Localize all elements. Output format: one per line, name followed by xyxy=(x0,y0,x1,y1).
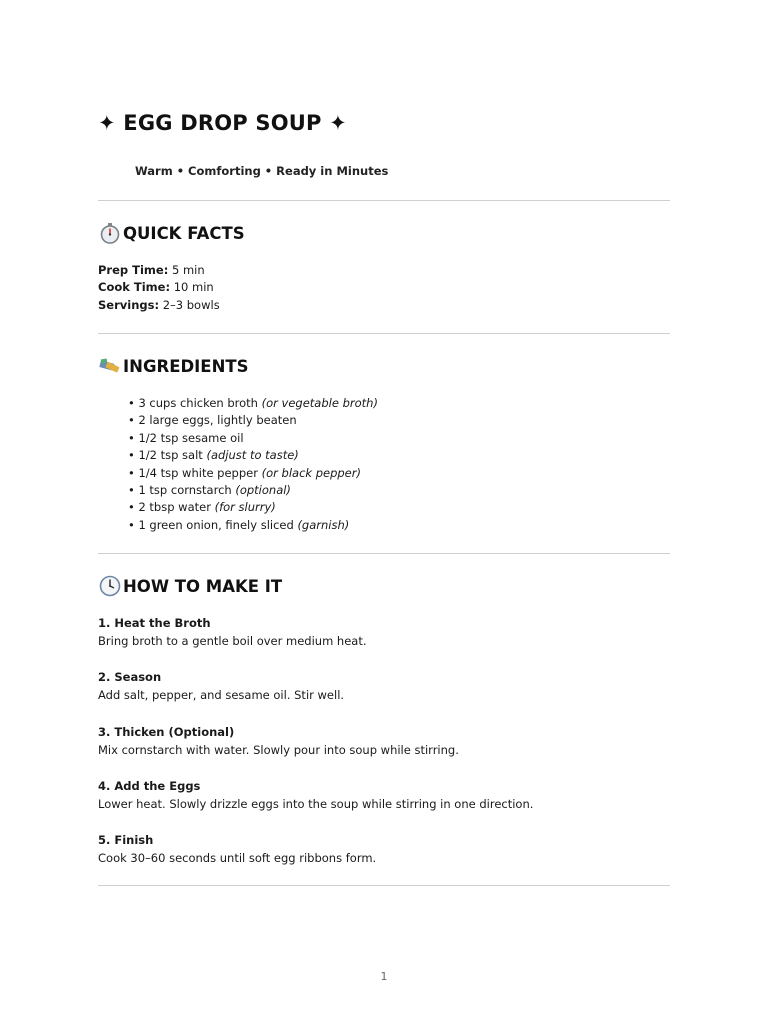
method-heading xyxy=(98,575,282,597)
divider xyxy=(98,885,670,886)
ingredient-note: (or vegetable broth) xyxy=(261,396,378,410)
ingredient-note: (or black pepper) xyxy=(261,465,361,480)
ingredient-note: (optional) xyxy=(235,483,291,498)
ingredients-label: INGREDIENTS xyxy=(123,356,249,376)
clock-icon xyxy=(98,575,122,597)
ingredients-icon xyxy=(98,355,122,377)
fact-prep-time xyxy=(98,262,220,279)
divider xyxy=(98,200,670,201)
list-item xyxy=(128,447,378,464)
step-item xyxy=(98,614,533,668)
divider xyxy=(98,553,670,554)
step-item xyxy=(98,777,533,831)
ingredient-text: • 1 tsp cornstarch xyxy=(128,483,236,498)
step-title: 2. Season xyxy=(98,670,162,685)
ingredients-list xyxy=(128,395,378,534)
fact-cook-time xyxy=(98,279,220,296)
quick-facts-label: QUICK FACTS xyxy=(123,223,245,243)
page-title: ✦ EGG DROP SOUP ✦ xyxy=(98,111,347,135)
ingredient-text: • 1/4 tsp white pepper xyxy=(128,465,262,480)
ingredient-note: (for slurry) xyxy=(214,500,276,515)
step-body: Bring broth to a gentle boil over medium heat. xyxy=(98,634,367,648)
step-title: 4. Add the Eggs xyxy=(98,778,201,793)
page-number: 1 xyxy=(380,970,388,983)
list-item xyxy=(128,412,378,429)
fact-value: 10 min xyxy=(170,280,214,295)
fact-label: Servings: xyxy=(98,297,160,312)
list-item xyxy=(128,395,378,412)
method-steps xyxy=(98,614,533,885)
list-item xyxy=(128,482,378,499)
step-item xyxy=(98,723,533,777)
ingredient-text: • 1 green onion, finely sliced xyxy=(128,517,298,532)
step-title: 5. Finish xyxy=(98,833,154,848)
ingredient-note: (adjust to taste) xyxy=(206,448,299,463)
ingredient-text: • 3 cups chicken broth xyxy=(128,396,262,410)
list-item xyxy=(128,499,378,516)
list-item xyxy=(128,465,378,482)
step-body: Mix cornstarch with water. Slowly pour into soup while stirring. xyxy=(98,742,459,757)
ingredient-text: • 2 large eggs, lightly beaten xyxy=(128,413,297,428)
step-body: Add salt, pepper, and sesame oil. Stir well. xyxy=(98,688,345,703)
ingredient-text: • 1/2 tsp sesame oil xyxy=(128,430,244,445)
step-body: Lower heat. Slowly drizzle eggs into the soup while stirring in one direction. xyxy=(98,796,534,811)
page-subtitle: Warm • Comforting • Ready in Minutes xyxy=(135,164,389,178)
fact-label: Cook Time: xyxy=(98,280,171,295)
ingredient-text: • 1/2 tsp salt xyxy=(128,448,207,463)
divider xyxy=(98,333,670,334)
fact-servings xyxy=(98,297,220,314)
fact-label: Prep Time: xyxy=(98,263,169,277)
list-item xyxy=(128,517,378,534)
step-title: 3. Thicken (Optional) xyxy=(98,724,235,739)
fact-value: 5 min xyxy=(168,263,205,277)
fact-value: 2–3 bowls xyxy=(159,297,220,312)
step-title: 1. Heat the Broth xyxy=(98,616,211,630)
step-body: Cook 30–60 seconds until soft egg ribbons form. xyxy=(98,851,377,866)
step-item xyxy=(98,668,533,722)
quick-facts-heading xyxy=(98,222,245,244)
list-item xyxy=(128,430,378,447)
quick-facts-list xyxy=(98,262,220,314)
ingredient-text: • 2 tbsp water xyxy=(128,500,215,515)
ingredient-note: (garnish) xyxy=(297,517,350,532)
stopwatch-icon xyxy=(98,222,122,244)
ingredients-heading xyxy=(98,355,249,377)
method-label: HOW TO MAKE IT xyxy=(123,576,283,596)
step-item xyxy=(98,831,533,885)
